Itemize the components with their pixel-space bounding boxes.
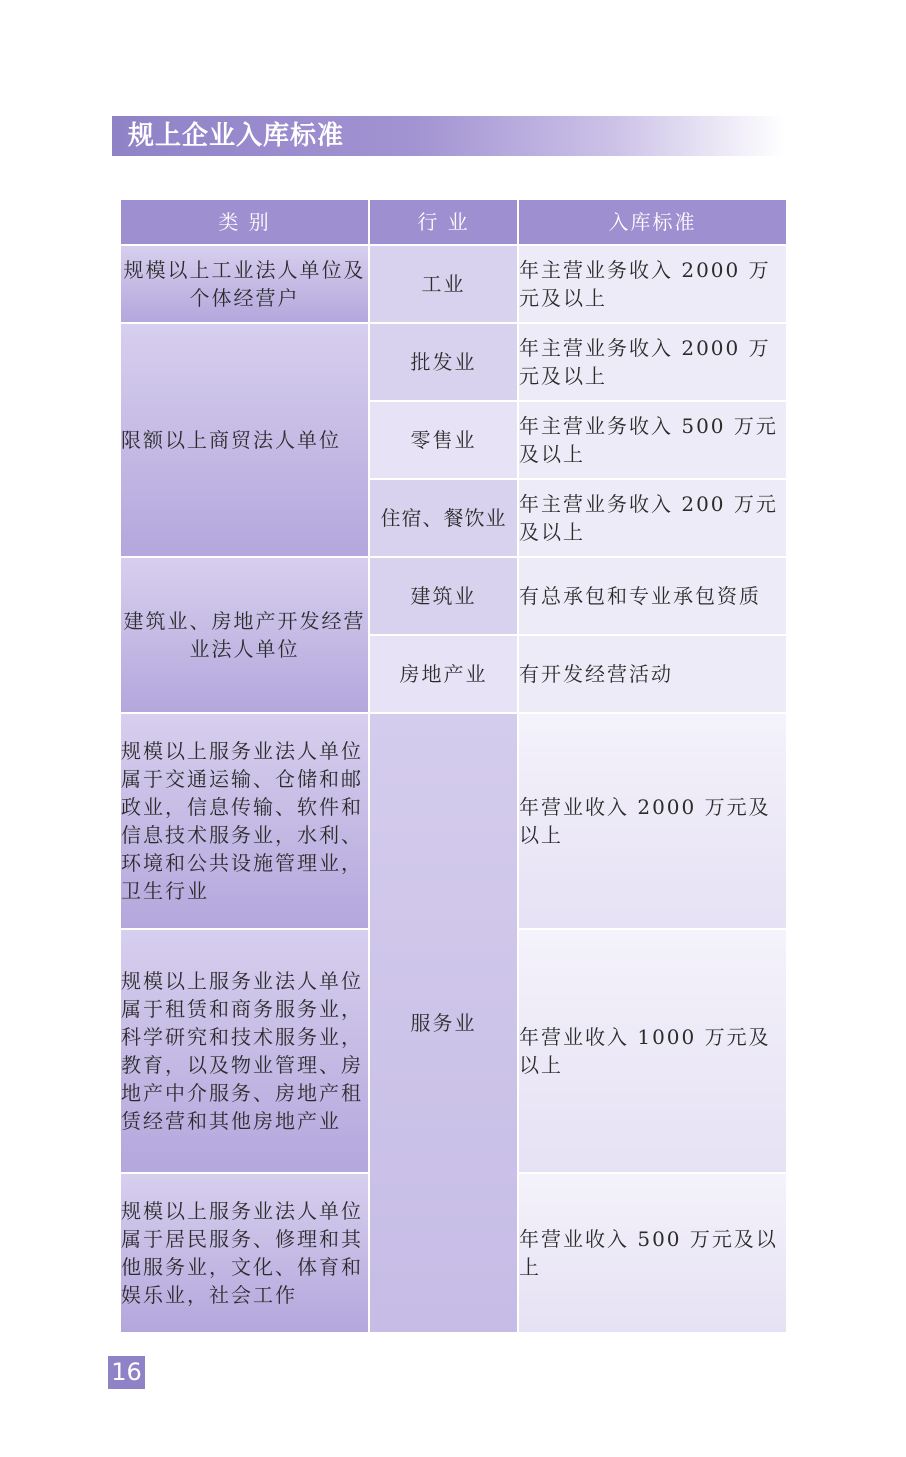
header-industry: 行 业 — [369, 199, 518, 245]
industry-cell: 房地产业 — [369, 635, 518, 713]
standard-cell: 年主营业务收入 500 万元及以上 — [518, 401, 787, 479]
standard-cell: 年营业收入 1000 万元及以上 — [518, 929, 787, 1173]
standard-cell: 年主营业务收入 2000 万元及以上 — [518, 323, 787, 401]
category-cell: 限额以上商贸法人单位 — [120, 323, 369, 557]
category-cell: 规模以上服务业法人单位属于交通运输、仓储和邮政业，信息传输、软件和信息技术服务业，水利、环境和公共设施管理业，卫生行业 — [120, 713, 369, 929]
header-standard: 入库标准 — [518, 199, 787, 245]
standard-cell: 有总承包和专业承包资质 — [518, 557, 787, 635]
standard-cell: 年营业收入 2000 万元及以上 — [518, 713, 787, 929]
category-cell: 建筑业、房地产开发经营业法人单位 — [120, 557, 369, 713]
standards-table — [119, 198, 788, 1334]
table-row — [120, 557, 787, 635]
industry-cell: 批发业 — [369, 323, 518, 401]
header-category: 类 别 — [120, 199, 369, 245]
table-row — [120, 713, 787, 929]
category-cell: 规模以上服务业法人单位属于居民服务、修理和其他服务业，文化、体育和娱乐业，社会工作 — [120, 1173, 369, 1333]
table-header-row — [120, 199, 787, 245]
standard-cell: 年主营业务收入 200 万元及以上 — [518, 479, 787, 557]
category-cell: 规模以上工业法人单位及个体经营户 — [120, 245, 369, 323]
industry-cell: 服务业 — [369, 713, 518, 1333]
table-row — [120, 323, 787, 401]
industry-cell: 零售业 — [369, 401, 518, 479]
section-title: 规上企业入库标准 — [128, 121, 345, 151]
standard-cell: 年营业收入 500 万元及以上 — [518, 1173, 787, 1333]
page-number: 16 — [108, 1356, 145, 1389]
category-cell: 规模以上服务业法人单位属于租赁和商务服务业，科学研究和技术服务业，教育，以及物业管理、房地产中介服务、房地产租赁经营和其他房地产业 — [120, 929, 369, 1173]
section-title-bar — [112, 116, 786, 156]
industry-cell: 住宿、餐饮业 — [369, 479, 518, 557]
industry-cell: 工业 — [369, 245, 518, 323]
industry-cell: 建筑业 — [369, 557, 518, 635]
standard-cell: 有开发经营活动 — [518, 635, 787, 713]
standard-cell: 年主营业务收入 2000 万元及以上 — [518, 245, 787, 323]
table-row — [120, 245, 787, 323]
